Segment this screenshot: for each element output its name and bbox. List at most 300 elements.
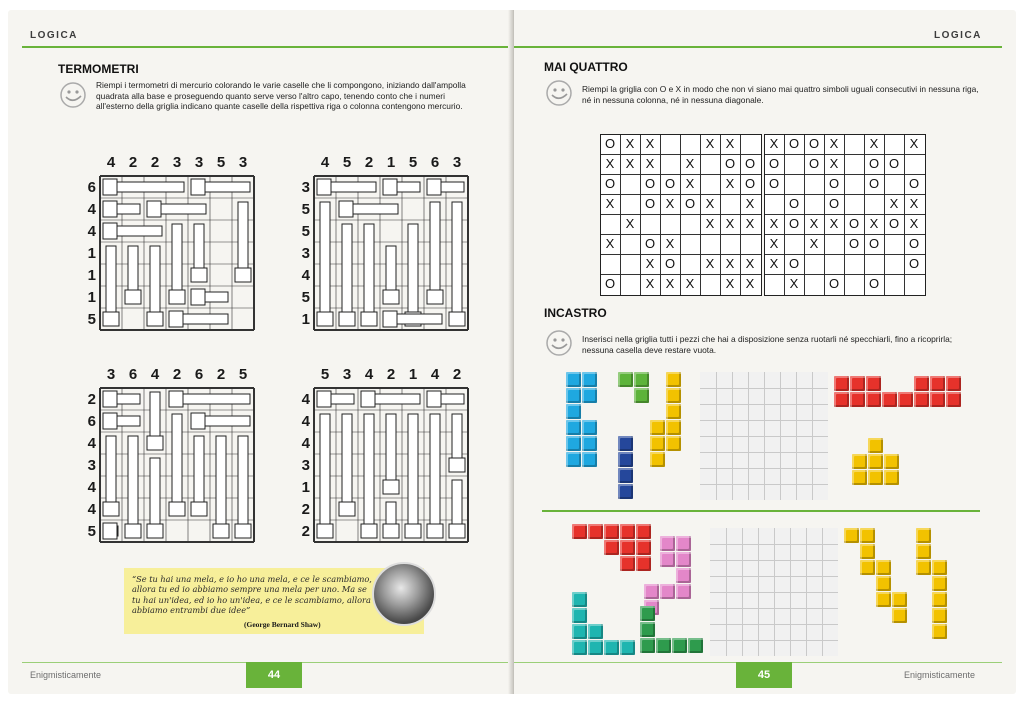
empty-cell[interactable] (844, 134, 864, 154)
empty-cell[interactable] (680, 254, 700, 274)
symbol-cell[interactable]: O (604, 136, 616, 151)
piece-block (932, 608, 947, 623)
empty-cell[interactable] (640, 214, 660, 234)
incastro-instructions: Inserisci nella griglia tutti i pezzi che hai a disposizione senza ruotarli né specchiarli, fino a ricoprirla; nessuna casella deve restare vuota. (582, 334, 953, 355)
empty-cell[interactable] (740, 234, 760, 254)
row-clue: 5 (301, 289, 310, 306)
column-clue: 2 (150, 154, 160, 171)
column-clue: 2 (386, 366, 396, 383)
board-line (700, 436, 828, 437)
empty-cell[interactable] (824, 234, 844, 254)
incastro-board-1[interactable] (700, 372, 828, 500)
row-clue: 3 (301, 457, 310, 474)
symbol-cell[interactable]: O (868, 156, 880, 171)
row-clue: 5 (301, 201, 310, 218)
symbol-cell[interactable]: X (809, 236, 819, 251)
piece-block (882, 392, 897, 407)
row-clue: 3 (301, 245, 310, 262)
piece-block (866, 392, 881, 407)
mai-quattro-grid (764, 134, 926, 296)
empty-cell[interactable] (904, 274, 924, 294)
termometri-instructions: Riempi i termometri di mercurio colorando le varie caselle che li compongono, iniziando dall'ampolla quadrata alla base e proseguendo quanto serve verso l'altro capo, tenendo conto che i numeri all'esterno della griglia indicano quante caselle della rispettiva riga o colonna contengono mercurio. (96, 80, 466, 111)
empty-cell[interactable] (740, 134, 760, 154)
board-line (710, 544, 838, 545)
row-clue: 3 (301, 179, 310, 196)
board-line (700, 452, 828, 453)
row-clue: 4 (87, 501, 96, 518)
piece-block (636, 524, 651, 539)
section-tag-right: LOGICA (934, 30, 982, 41)
row-clue: 6 (87, 413, 96, 430)
column-clue: 2 (364, 154, 374, 171)
piece-block (860, 528, 875, 543)
symbol-cell[interactable]: X (789, 276, 799, 291)
symbol-cell[interactable]: O (684, 196, 696, 211)
board-line (700, 420, 828, 421)
piece-block (860, 544, 875, 559)
empty-cell[interactable] (784, 154, 804, 174)
empty-cell[interactable] (720, 234, 740, 254)
piece-block (666, 420, 681, 435)
column-clue: 4 (320, 154, 330, 171)
empty-cell[interactable] (804, 174, 824, 194)
empty-cell[interactable] (844, 274, 864, 294)
page-number-right: 45 (736, 662, 792, 688)
empty-cell[interactable] (884, 274, 904, 294)
piece-block (930, 392, 945, 407)
piece-block (566, 420, 581, 435)
piece-block (666, 436, 681, 451)
symbol-cell[interactable]: O (744, 176, 756, 191)
symbol-cell[interactable]: O (848, 236, 860, 251)
symbol-cell[interactable]: X (705, 256, 715, 271)
column-clue: 1 (386, 154, 396, 171)
piece-block (572, 592, 587, 607)
piece-block (572, 608, 587, 623)
symbol-cell[interactable]: O (888, 216, 900, 231)
symbol-cell[interactable]: X (869, 136, 879, 151)
symbol-cell[interactable]: X (645, 156, 655, 171)
piece-block (566, 388, 581, 403)
symbol-cell[interactable]: X (605, 236, 615, 251)
symbol-cell[interactable]: O (808, 156, 820, 171)
symbol-cell[interactable]: X (665, 196, 675, 211)
board-line (700, 388, 828, 389)
piece-block (636, 556, 651, 571)
symbol-cell[interactable]: X (769, 236, 779, 251)
symbol-cell[interactable]: X (685, 156, 695, 171)
symbol-cell[interactable]: O (744, 156, 756, 171)
row-clue: 1 (301, 311, 310, 328)
symbol-cell[interactable]: X (769, 216, 779, 231)
symbol-cell[interactable]: X (665, 236, 675, 251)
symbol-cell[interactable]: O (868, 236, 880, 251)
piece-block (914, 376, 929, 391)
symbol-cell[interactable]: O (768, 156, 780, 171)
termometri-grid[interactable] (99, 175, 255, 331)
empty-cell[interactable] (680, 234, 700, 254)
right-page (514, 10, 1016, 694)
empty-cell[interactable] (700, 274, 720, 294)
author-portrait (372, 562, 436, 626)
empty-cell[interactable] (660, 214, 680, 234)
piece-block (640, 638, 655, 653)
symbol-cell[interactable]: X (725, 136, 735, 151)
empty-cell[interactable] (804, 194, 824, 214)
piece-block (620, 540, 635, 555)
symbol-cell[interactable]: X (769, 256, 779, 271)
mai-quattro-grid (600, 134, 762, 296)
empty-cell[interactable] (844, 254, 864, 274)
piece-block (866, 376, 881, 391)
empty-cell[interactable] (824, 254, 844, 274)
symbol-cell[interactable]: O (908, 236, 920, 251)
symbol-cell[interactable]: O (644, 236, 656, 251)
symbol-cell[interactable]: X (829, 156, 839, 171)
row-clue: 5 (87, 523, 96, 540)
piece-block (636, 540, 651, 555)
column-clue: 3 (106, 366, 116, 383)
smiley-icon (544, 328, 576, 358)
row-clue: 4 (87, 479, 96, 496)
column-clue: 4 (150, 366, 160, 383)
mai-quattro-instructions: Riempi la griglia con O e X in modo che non vi siano mai quattro simboli uguali consecutivi in nessuna riga, né in nessuna colonna, né in nessuna diagonale. (582, 84, 979, 105)
piece-block (572, 524, 587, 539)
empty-cell[interactable] (600, 254, 620, 274)
board-line (710, 576, 838, 577)
empty-cell[interactable] (720, 194, 740, 214)
piece-block (588, 524, 603, 539)
empty-cell[interactable] (884, 254, 904, 274)
mai-quattro-title: MAI QUATTRO (544, 60, 628, 74)
left-page (8, 10, 512, 694)
piece-block (640, 622, 655, 637)
piece-block (640, 606, 655, 621)
symbol-cell[interactable]: O (724, 156, 736, 171)
symbol-cell[interactable]: O (664, 256, 676, 271)
symbol-cell[interactable]: O (768, 176, 780, 191)
empty-cell[interactable] (864, 254, 884, 274)
piece-block (884, 454, 899, 469)
row-clue: 2 (301, 501, 310, 518)
piece-block (604, 524, 619, 539)
symbol-cell[interactable]: X (745, 276, 755, 291)
column-clue: 5 (216, 154, 226, 171)
quote-text: “Se tu hai una mela, e io ho una mela, e ce le scambiamo, allora tu ed io abbiamo sempre una mela per uno. Ma se tu hai un'idea, ed io ho un'idea, e ce le scambiamo, allora abbiamo entrambi due idee” (132, 574, 372, 616)
empty-cell[interactable] (660, 134, 680, 154)
empty-cell[interactable] (784, 234, 804, 254)
row-clue: 6 (87, 179, 96, 196)
symbol-cell[interactable]: X (645, 256, 655, 271)
symbol-cell[interactable]: O (908, 256, 920, 271)
symbol-cell[interactable]: X (685, 276, 695, 291)
symbol-cell[interactable]: O (788, 256, 800, 271)
piece-block (634, 372, 649, 387)
symbol-cell[interactable]: X (909, 216, 919, 231)
piece-block (946, 392, 961, 407)
empty-cell[interactable] (764, 274, 784, 294)
column-clue: 3 (452, 154, 462, 171)
symbol-cell[interactable]: O (828, 196, 840, 211)
piece-block (604, 540, 619, 555)
symbol-cell[interactable]: X (645, 276, 655, 291)
piece-block (876, 560, 891, 575)
piece-block (656, 638, 671, 653)
board-line (710, 560, 838, 561)
empty-cell[interactable] (884, 134, 904, 154)
piece-block (688, 638, 703, 653)
board-line (700, 468, 828, 469)
empty-cell[interactable] (884, 234, 904, 254)
piece-block (868, 438, 883, 453)
piece-block (868, 470, 883, 485)
symbol-cell[interactable]: X (705, 196, 715, 211)
symbol-cell[interactable]: O (828, 276, 840, 291)
row-clue: 3 (87, 457, 96, 474)
piece-block (852, 470, 867, 485)
piece-block (834, 392, 849, 407)
piece-block (634, 388, 649, 403)
termometri-grid[interactable] (99, 387, 255, 543)
piece-block (860, 560, 875, 575)
symbol-cell[interactable]: X (829, 216, 839, 231)
symbol-cell[interactable]: O (788, 216, 800, 231)
piece-block (618, 484, 633, 499)
piece-block (932, 560, 947, 575)
column-clue: 2 (452, 366, 462, 383)
empty-cell[interactable] (700, 154, 720, 174)
column-clue: 5 (408, 154, 418, 171)
symbol-cell[interactable]: O (788, 136, 800, 151)
termometri-grid[interactable] (313, 175, 469, 331)
piece-block (566, 452, 581, 467)
symbol-cell[interactable]: O (644, 176, 656, 191)
empty-cell[interactable] (700, 174, 720, 194)
row-clue: 4 (301, 435, 310, 452)
symbol-cell[interactable]: O (808, 136, 820, 151)
column-clue: 3 (194, 154, 204, 171)
piece-block (914, 392, 929, 407)
symbol-cell[interactable]: O (848, 216, 860, 231)
piece-block (850, 392, 865, 407)
piece-block (916, 528, 931, 543)
smiley-icon (544, 78, 576, 108)
empty-cell[interactable] (784, 174, 804, 194)
row-clue: 4 (301, 267, 310, 284)
page-number-left: 44 (246, 662, 302, 688)
symbol-cell[interactable]: O (644, 196, 656, 211)
symbol-cell[interactable]: X (725, 176, 735, 191)
empty-cell[interactable] (864, 194, 884, 214)
column-clue: 5 (342, 154, 352, 171)
piece-block (932, 592, 947, 607)
piece-block (566, 404, 581, 419)
empty-cell[interactable] (620, 274, 640, 294)
empty-cell[interactable] (680, 134, 700, 154)
symbol-cell[interactable]: X (625, 136, 635, 151)
column-clue: 3 (172, 154, 182, 171)
empty-cell[interactable] (904, 154, 924, 174)
incastro-divider (542, 510, 980, 512)
symbol-cell[interactable]: X (725, 216, 735, 231)
symbol-cell[interactable]: X (745, 216, 755, 231)
header-rule-left (22, 46, 512, 48)
row-clue: 4 (87, 223, 96, 240)
piece-block (676, 584, 691, 599)
empty-cell[interactable] (884, 174, 904, 194)
incastro-board-2[interactable] (710, 528, 838, 656)
piece-block (852, 454, 867, 469)
piece-block (582, 372, 597, 387)
empty-cell[interactable] (620, 174, 640, 194)
symbol-cell[interactable]: X (645, 136, 655, 151)
piece-block (946, 376, 961, 391)
symbol-cell[interactable]: O (888, 156, 900, 171)
empty-cell[interactable] (620, 234, 640, 254)
symbol-cell[interactable]: X (745, 256, 755, 271)
symbol-cell[interactable]: X (605, 156, 615, 171)
empty-cell[interactable] (700, 234, 720, 254)
symbol-cell[interactable]: O (828, 176, 840, 191)
piece-block (930, 376, 945, 391)
column-clue: 2 (216, 366, 226, 383)
empty-cell[interactable] (764, 194, 784, 214)
smiley-icon (58, 80, 90, 110)
symbol-cell[interactable]: X (605, 196, 615, 211)
piece-block (660, 536, 675, 551)
column-clue: 3 (342, 366, 352, 383)
symbol-cell[interactable]: O (788, 196, 800, 211)
piece-block (676, 552, 691, 567)
column-clue: 1 (408, 366, 418, 383)
piece-block (916, 544, 931, 559)
piece-block (572, 640, 587, 655)
symbol-cell[interactable]: X (829, 136, 839, 151)
piece-block (884, 470, 899, 485)
piece-block (650, 420, 665, 435)
piece-block (582, 452, 597, 467)
empty-cell[interactable] (804, 274, 824, 294)
piece-block (666, 404, 681, 419)
symbol-cell[interactable]: O (908, 176, 920, 191)
empty-cell[interactable] (844, 154, 864, 174)
footer-publication-right: Enigmisticamente (904, 670, 976, 680)
symbol-cell[interactable]: X (909, 136, 919, 151)
row-clue: 2 (301, 523, 310, 540)
row-clue: 4 (301, 391, 310, 408)
piece-block (834, 376, 849, 391)
piece-block (566, 372, 581, 387)
row-clue: 4 (301, 413, 310, 430)
piece-block (868, 454, 883, 469)
column-clue: 2 (128, 154, 138, 171)
board-line (710, 624, 838, 625)
symbol-cell[interactable]: X (705, 136, 715, 151)
symbol-cell[interactable]: X (665, 276, 675, 291)
piece-block (582, 420, 597, 435)
empty-cell[interactable] (844, 174, 864, 194)
column-clue: 5 (320, 366, 330, 383)
column-clue: 3 (238, 154, 248, 171)
piece-block (604, 640, 619, 655)
board-line (700, 484, 828, 485)
termometri-grid[interactable] (313, 387, 469, 543)
termometri-title: TERMOMETRI (58, 62, 139, 76)
empty-cell[interactable] (620, 194, 640, 214)
empty-cell[interactable] (680, 214, 700, 234)
symbol-cell[interactable]: O (604, 276, 616, 291)
piece-block (898, 392, 913, 407)
row-clue: 4 (87, 201, 96, 218)
symbol-cell[interactable]: X (725, 256, 735, 271)
symbol-cell[interactable]: X (869, 216, 879, 231)
piece-block (892, 608, 907, 623)
piece-block (850, 376, 865, 391)
column-clue: 6 (430, 154, 440, 171)
symbol-cell[interactable]: O (868, 176, 880, 191)
column-clue: 4 (364, 366, 374, 383)
empty-cell[interactable] (620, 254, 640, 274)
empty-cell[interactable] (600, 214, 620, 234)
empty-cell[interactable] (804, 254, 824, 274)
piece-block (582, 436, 597, 451)
piece-block (932, 624, 947, 639)
column-clue: 4 (430, 366, 440, 383)
board-line (710, 608, 838, 609)
symbol-cell[interactable]: O (604, 176, 616, 191)
symbol-cell[interactable]: X (685, 176, 695, 191)
board-line (710, 592, 838, 593)
section-tag-left: LOGICA (30, 30, 78, 41)
piece-block (588, 624, 603, 639)
symbol-cell[interactable]: X (725, 276, 735, 291)
piece-block (644, 584, 659, 599)
piece-block (582, 388, 597, 403)
piece-block (844, 528, 859, 543)
symbol-cell[interactable]: X (745, 196, 755, 211)
piece-block (650, 436, 665, 451)
symbol-cell[interactable]: X (769, 136, 779, 151)
symbol-cell[interactable]: O (664, 176, 676, 191)
symbol-cell[interactable]: X (889, 196, 899, 211)
symbol-cell[interactable]: X (705, 216, 715, 231)
empty-cell[interactable] (844, 194, 864, 214)
piece-block (876, 576, 891, 591)
piece-block (572, 624, 587, 639)
piece-block (618, 436, 633, 451)
column-clue: 2 (172, 366, 182, 383)
symbol-cell[interactable]: O (868, 276, 880, 291)
board-line (700, 404, 828, 405)
piece-block (932, 576, 947, 591)
symbol-cell[interactable]: X (909, 196, 919, 211)
piece-block (620, 524, 635, 539)
symbol-cell[interactable]: X (809, 216, 819, 231)
piece-block (620, 640, 635, 655)
piece-block (892, 592, 907, 607)
row-clue: 1 (87, 245, 96, 262)
symbol-cell[interactable]: X (625, 216, 635, 231)
symbol-cell[interactable]: X (625, 156, 635, 171)
piece-block (666, 372, 681, 387)
row-clue: 5 (87, 311, 96, 328)
piece-block (916, 560, 931, 575)
row-clue: 2 (87, 391, 96, 408)
row-clue: 1 (301, 479, 310, 496)
column-clue: 4 (106, 154, 116, 171)
row-clue: 5 (301, 223, 310, 240)
empty-cell[interactable] (660, 154, 680, 174)
